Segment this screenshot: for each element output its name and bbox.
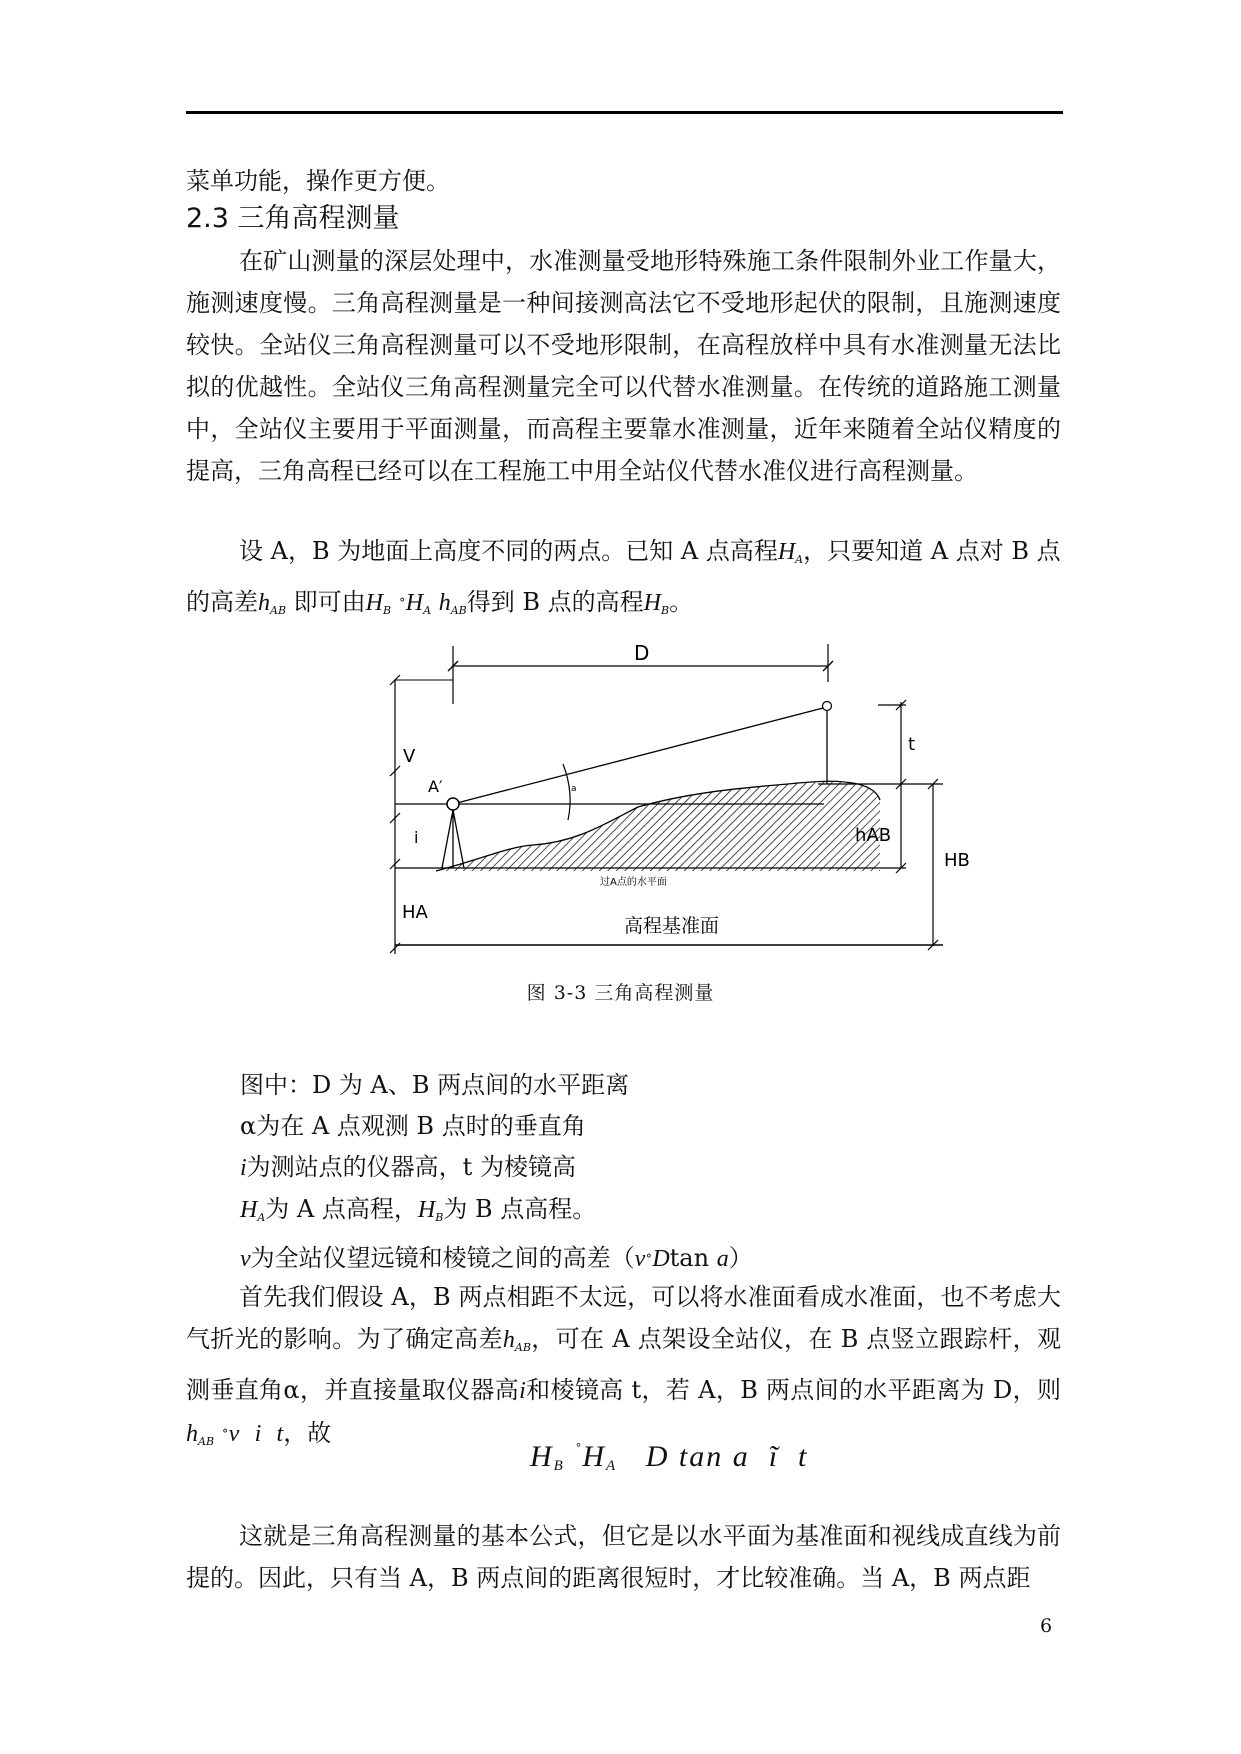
paragraph-2: 设 A，B 为地面上高度不同的两点。已知 A 点高程$H_A$，只要知道 A 点对 B 点 的高差$h_{AB}$ 即可由$H_B$ $˚H_A$ $h_{AB}$得到 B 点的高程$H_B$。 bbox=[186, 537, 1061, 617]
label-A-prime: A′ bbox=[428, 777, 443, 796]
definitions-list bbox=[240, 1065, 753, 1283]
def-v: v为全站仪望远镜和棱镜之间的高差（v˚Dtan a） bbox=[240, 1244, 753, 1272]
label-i: i bbox=[414, 828, 419, 847]
header-rule bbox=[186, 111, 1063, 114]
label-horizontal-plane: 过A点的水平面 bbox=[600, 877, 667, 888]
label-D: D bbox=[634, 642, 650, 665]
trig-leveling-figure bbox=[378, 642, 998, 962]
section-heading: 2.3 三角高程测量 bbox=[186, 203, 400, 234]
label-hAB: hAB bbox=[855, 825, 892, 846]
label-alpha: a bbox=[571, 784, 577, 794]
label-datum: 高程基准面 bbox=[624, 915, 720, 937]
paragraph-1: 在矿山测量的深层处理中，水准测量受地形特殊施工条件限制外业工作量大，施测速度慢。三角高程测量是一种间接测高法它不受地形起伏的限制，且施测速度较快。全站仪三角高程测量可以不受地形限制，在高程放样中具有水准测量无法比拟的优越性。全站仪三角高程测量完全可以代替水准测量。在传统的道路施工测量中，全站仪主要用于平面测量，而高程主要靠水准测量，近年来随着全站仪精度的提高，三角高程已经可以在工程施工中用全站仪代替水准仪进行高程测量。 bbox=[186, 247, 1061, 485]
label-HA: HA bbox=[402, 902, 428, 923]
paragraph-3: 首先我们假设 A，B 两点相距不太远，可以将水准面看成水准面，也不考虑大气折光的影响。为了确定高差$h_{AB}$，可在 A 点架设全站仪，在 B 点竖立跟踪杆，观测垂直角α，并直接量取仪器高i和棱镜高 t，若 A，B 两点间的水平距离为 D，则$h_{AB}$ ˚v i t，故 bbox=[186, 1283, 1062, 1448]
label-HB: HB bbox=[944, 850, 970, 871]
def-H: $H_A$为 A 点高程，$H_B$为 B 点高程。 bbox=[240, 1195, 597, 1224]
def-alpha: α为在 A 点观测 B 点时的垂直角 bbox=[240, 1112, 586, 1140]
figure-caption: 图 3-3 三角高程测量 bbox=[526, 982, 715, 1004]
label-t: t bbox=[908, 734, 916, 755]
trig-height-formula: $H_B$ $^˚H_A$ D tan a ĩ t bbox=[530, 1440, 809, 1474]
text-line-1: 菜单功能，操作更方便。 bbox=[186, 167, 450, 195]
def-i: i为测站点的仪器高，t 为棱镜高 bbox=[240, 1153, 576, 1181]
label-V: V bbox=[403, 746, 416, 767]
def-D: 图中：D 为 A、B 两点间的水平距离 bbox=[240, 1071, 630, 1099]
page-number: 6 bbox=[1040, 1615, 1053, 1637]
paragraph-4: 这就是三角高程测量的基本公式，但它是以水平面为基准面和视线成直线为前提的。因此，只有当 A，B 两点间的距离很短时，才比较准确。当 A，B 两点距 bbox=[186, 1522, 1061, 1592]
